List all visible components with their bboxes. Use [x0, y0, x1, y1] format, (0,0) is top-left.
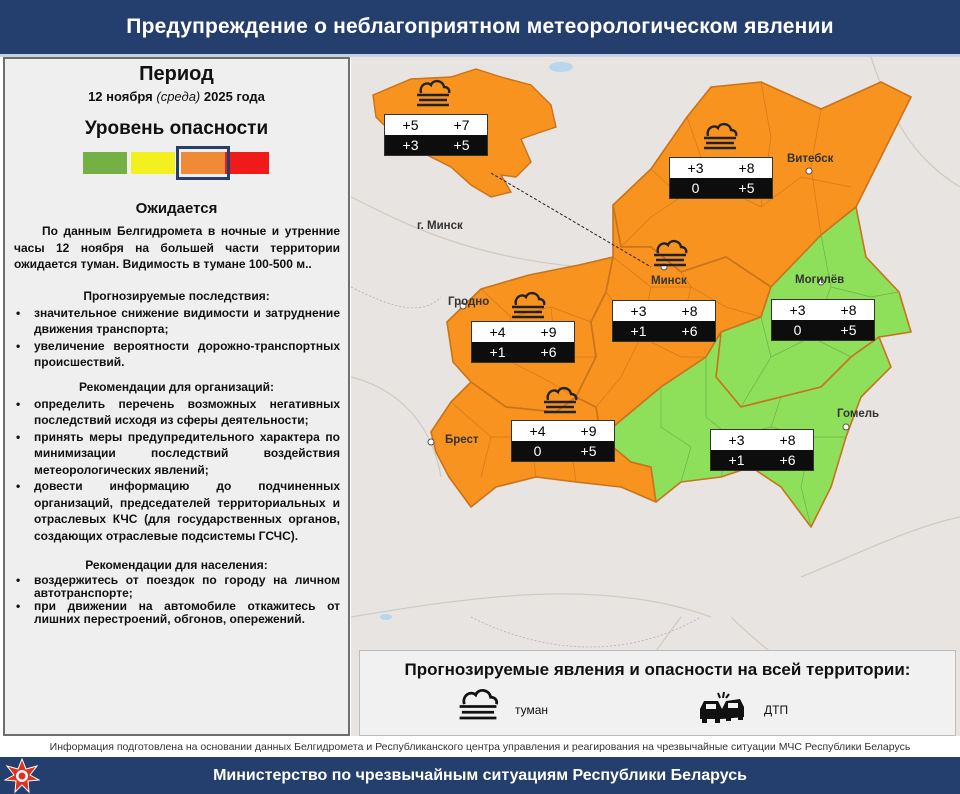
- consequences-list: [5, 305, 348, 371]
- expected-text: [5, 223, 348, 273]
- temp-min: +3: [728, 432, 745, 448]
- day-temp-row: [512, 421, 614, 441]
- fog-icon: [650, 237, 690, 267]
- temp-min: 0: [533, 443, 542, 459]
- danger-level-scale: [5, 146, 348, 186]
- temp-box-gomel: [710, 429, 814, 471]
- map-base: [351, 57, 960, 736]
- consequences-title: Прогнозируемые последствия:: [83, 288, 270, 303]
- temp-max: +6: [540, 344, 557, 360]
- source-note: Информация подготовлена на основании данных Белгидромета и Республиканского центра управления и реагирования на чрезвычайные ситуации МЧС Республики Беларусь: [49, 741, 911, 753]
- org-recs-title: Рекомендации для организаций:: [78, 379, 275, 394]
- temp-max: +5: [738, 180, 755, 196]
- night-temp-row: [670, 178, 772, 198]
- city-label-mogilev: Могилёв: [795, 274, 845, 286]
- temp-max: +5: [580, 443, 597, 459]
- temp-box-vitebsk: [669, 157, 773, 199]
- expected-text-body: По данным Белгидромета в ночные и утренние часы 12 ноября на большей части территории ожидается туман. Видимость в тумане 100-500 м..: [14, 224, 340, 271]
- legend-title: Прогнозируемые явления и опасности на всей территории:: [404, 660, 911, 679]
- temp-min: +3: [402, 137, 419, 153]
- pop-recs-list: [5, 574, 348, 626]
- legend-fog-label: туман: [515, 703, 549, 717]
- level-yellow: [131, 152, 175, 174]
- header-bar: [0, 0, 960, 57]
- car-crash-icon: [698, 691, 746, 723]
- day-temp-row: [772, 300, 874, 320]
- list-item: • увеличение вероятности дорожно-транспортных происшествий.: [14, 338, 340, 371]
- fog-icon: [508, 289, 548, 319]
- temp-max: +8: [779, 432, 796, 448]
- temp-min: +3: [789, 302, 806, 318]
- footer-text: Министерство по чрезвычайным ситуациям Республики Беларусь: [213, 767, 747, 784]
- temp-min: +1: [489, 344, 506, 360]
- legend-crash-label: ДТП: [764, 703, 789, 717]
- day-temp-row: [472, 322, 574, 342]
- weather-map: [351, 57, 960, 736]
- hazards-legend: [359, 650, 956, 736]
- temp-box-mogilev: [771, 299, 875, 341]
- night-temp-row: [772, 320, 874, 340]
- temp-box-grodno: [471, 321, 575, 363]
- temp-min: +1: [728, 452, 745, 468]
- danger-level-title: Уровень опасности: [84, 118, 269, 139]
- night-temp-row: [613, 321, 715, 341]
- day-temp-row: [385, 115, 487, 135]
- org-recs-list: [5, 396, 348, 545]
- list-item: • значительное снижение видимости и затруднение движения транспорта;: [14, 305, 340, 338]
- temp-min: 0: [793, 322, 802, 338]
- pop-recs-title: Рекомендации для населения:: [85, 558, 268, 572]
- info-panel: [3, 57, 350, 736]
- temp-min: +4: [529, 423, 546, 439]
- temp-box-brest: [511, 420, 615, 462]
- temp-max: +8: [681, 303, 698, 319]
- period-day: 12 ноября: [88, 89, 153, 104]
- temp-max: +8: [840, 302, 857, 318]
- city-label-grodno: Гродно: [448, 296, 490, 308]
- page-title: Предупреждение о неблагоприятном метеорологическом явлении: [126, 15, 834, 38]
- temp-max: +9: [540, 324, 557, 340]
- night-temp-row: [711, 450, 813, 470]
- list-item: • довести информацию до подчиненных организаций, председателей территориальных и отраслевых КЧС (для государственных органов, создающих отраслевые подсистемы ГСЧС).: [14, 478, 340, 544]
- temp-min: 0: [691, 180, 700, 196]
- day-temp-row: [711, 430, 813, 450]
- night-temp-row: [512, 441, 614, 461]
- temp-min: +3: [630, 303, 647, 319]
- level-red: [225, 152, 269, 174]
- level-green: [83, 152, 127, 174]
- city-label-vitebsk: Витебск: [787, 153, 834, 165]
- selected-level-frame: [176, 146, 230, 180]
- temp-min: +3: [687, 160, 704, 176]
- city-label-brest: Брест: [445, 434, 479, 446]
- fog-icon: [413, 77, 453, 107]
- temp-max: +5: [453, 137, 470, 153]
- temp-min: +1: [630, 323, 647, 339]
- day-temp-row: [613, 301, 715, 321]
- night-temp-row: [385, 135, 487, 155]
- period-weekday: (среда): [156, 89, 201, 104]
- temp-max: +6: [779, 452, 796, 468]
- period-date: [5, 89, 348, 104]
- temp-max: +6: [681, 323, 698, 339]
- temp-box-minsk: [612, 300, 716, 342]
- temp-max: +9: [580, 423, 597, 439]
- temp-min: +4: [489, 324, 506, 340]
- city-label-gomel: Гомель: [837, 408, 880, 420]
- temp-max: +8: [738, 160, 755, 176]
- temp-max: +7: [453, 117, 470, 133]
- temp-max: +5: [840, 322, 857, 338]
- list-item: • воздержитесь от поездок по городу на личном автотранспорте;: [14, 574, 340, 600]
- footer-bar: [0, 757, 960, 794]
- temp-box-minsk-city: [384, 114, 488, 156]
- fog-icon: [455, 685, 501, 721]
- period-year: 2025 года: [203, 89, 265, 104]
- fog-icon: [700, 120, 740, 150]
- list-item: • принять меры предупредительного характера по минимизации последствий воздействия метеорологических явлений;: [14, 429, 340, 479]
- day-temp-row: [670, 158, 772, 178]
- list-item: • при движении на автомобиле откажитесь от лишних перестроений, обгонов, опережений.: [14, 600, 340, 626]
- list-item: • определить перечень возможных негативных последствий исходя из сферы деятельности;: [14, 396, 340, 429]
- city-label-minsk: Минск: [651, 275, 687, 287]
- expected-title: Ожидается: [135, 200, 218, 217]
- period-title: Период: [139, 63, 214, 85]
- temp-min: +5: [402, 117, 419, 133]
- fog-icon: [540, 384, 580, 414]
- city-label-minsk-city: г. Минск: [417, 220, 463, 232]
- night-temp-row: [472, 342, 574, 362]
